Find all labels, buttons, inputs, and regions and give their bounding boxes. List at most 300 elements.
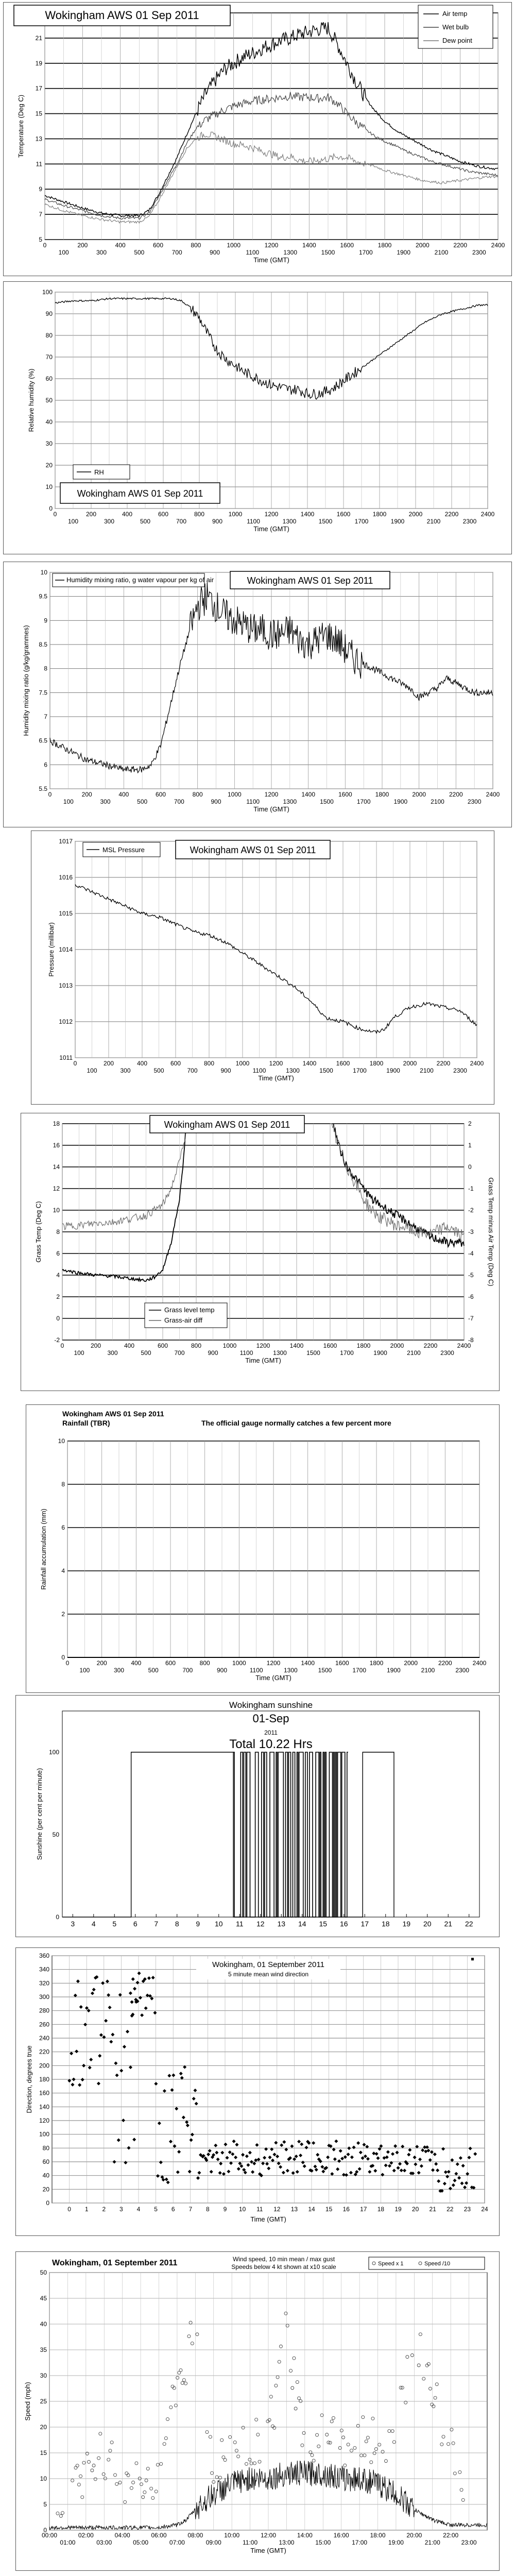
x-tick-label: 400 — [124, 1342, 135, 1349]
y-tick-label: 120 — [39, 2117, 49, 2124]
x-tick-label: 15 — [319, 1920, 328, 1928]
y2-tick-label: -8 — [468, 1336, 474, 1344]
x-tick-label: 600 — [165, 1659, 176, 1667]
x-tick-label: 1500 — [318, 518, 333, 525]
x-tick-label: 1800 — [375, 791, 389, 798]
y-tick-label: 10 — [58, 1437, 65, 1445]
y-tick-label: 50 — [40, 2269, 47, 2276]
x-tick-label: 21:00 — [424, 2539, 440, 2546]
chart-title: Wokingham AWS 01 Sep 2011 — [45, 9, 199, 22]
y-tick-label: 15 — [35, 110, 42, 117]
x-tick-label: 11 — [256, 2206, 263, 2213]
x-tick-label: 1 — [84, 2206, 89, 2213]
x-tick-label: 1900 — [393, 798, 408, 805]
y-tick-label: 300 — [39, 1993, 49, 2001]
x-tick-label: 700 — [174, 1349, 185, 1357]
x-tick-label: 700 — [182, 1667, 193, 1674]
x-tick-label: 1200 — [266, 1659, 281, 1667]
x-tick-label: 12 — [256, 1920, 265, 1928]
x-tick-label: 2400 — [472, 1659, 487, 1667]
y-tick-label: 0 — [49, 505, 53, 512]
y-tick-label: 40 — [42, 2172, 49, 2179]
x-tick-label: 1600 — [323, 1342, 337, 1349]
y2-tick-label: -1 — [468, 1185, 474, 1192]
y-tick-label: 9.5 — [39, 592, 47, 600]
x-tick-label: 12 — [273, 2206, 281, 2213]
x-tick-label: 300 — [120, 1067, 131, 1074]
x-tick-label: 1300 — [283, 798, 297, 805]
x-tick-label: 13 — [277, 1920, 286, 1928]
x-tick-label: 2100 — [421, 1667, 435, 1674]
x-tick-label: 2000 — [415, 242, 430, 249]
y-axis-label: Pressure (millibar) — [47, 922, 55, 977]
x-tick-label: 02:00 — [78, 2532, 94, 2539]
y-tick-label: 50 — [45, 397, 53, 404]
y-tick-label: 5 — [43, 2501, 47, 2508]
x-tick-label: 200 — [90, 1342, 101, 1349]
x-tick-label: 2100 — [407, 1349, 421, 1357]
y-tick-label: 21 — [35, 34, 42, 42]
x-tick-label: 2000 — [390, 1342, 404, 1349]
y-axis-label: Grass Temp (Deg C) — [35, 1201, 42, 1263]
x-tick-label: 1600 — [335, 1659, 349, 1667]
x-tick-label: 1000 — [222, 1342, 237, 1349]
y-tick-label: 7 — [39, 211, 42, 218]
x-tick-label: 12:00 — [260, 2532, 277, 2539]
x-tick-label: 0 — [73, 1060, 77, 1067]
temperature-chart — [4, 3, 511, 276]
x-tick-label: 2200 — [449, 791, 463, 798]
x-tick-label: 200 — [77, 242, 88, 249]
x-axis-label: Time (GMT) — [255, 1674, 291, 1682]
x-tick-label: 600 — [157, 1342, 168, 1349]
x-tick-label: 800 — [191, 242, 201, 249]
x-tick-label: 500 — [140, 518, 151, 525]
y2-tick-label: 1 — [468, 1142, 472, 1149]
y-tick-label: 100 — [48, 1749, 59, 1756]
y-tick-label: 260 — [39, 2021, 49, 2028]
x-tick-label: 23:00 — [461, 2539, 477, 2546]
x-tick-label: 1500 — [320, 798, 334, 805]
y-tick-label: 1016 — [59, 874, 73, 881]
x-tick-label: 300 — [100, 798, 111, 805]
x-tick-label: 2100 — [434, 249, 449, 256]
x-tick-label: 1300 — [283, 1667, 298, 1674]
y-tick-label: 35 — [40, 2346, 47, 2353]
x-axis-label: Time (GMT) — [253, 256, 289, 264]
mixing-ratio-chart-panel — [3, 562, 512, 827]
x-tick-label: 900 — [211, 798, 221, 805]
wind-direction-chart-panel — [15, 1947, 500, 2236]
x-tick-label: 1100 — [252, 1067, 266, 1074]
x-tick-label: 1400 — [289, 1342, 304, 1349]
grass-temp-chart — [21, 1113, 499, 1391]
y-tick-label: 9 — [39, 185, 42, 193]
x-tick-label: 1800 — [369, 1659, 384, 1667]
y-axis-label: Rainfall accumulation (mm) — [40, 1509, 47, 1590]
y-tick-label: 30 — [40, 2372, 47, 2379]
x-tick-label: 2000 — [403, 1060, 417, 1067]
rainfall-chart-panel — [26, 1404, 500, 1693]
x-tick-label: 18 — [381, 1920, 390, 1928]
y-tick-label: 5.5 — [39, 785, 47, 792]
x-tick-label: 1200 — [256, 1342, 270, 1349]
x-tick-label: 20:00 — [406, 2532, 422, 2539]
x-tick-label: 1300 — [273, 1349, 287, 1357]
rainfall-chart — [26, 1405, 499, 1692]
y2-tick-label: 2 — [468, 1120, 472, 1127]
y-axis-label: Direction, degrees true — [25, 2045, 33, 2113]
temperature-chart-panel — [3, 2, 512, 276]
x-tick-label: 1400 — [300, 511, 315, 518]
y-tick-label: 100 — [39, 2130, 49, 2138]
x-tick-label: 600 — [155, 791, 166, 798]
x-tick-label: 00:00 — [41, 2532, 58, 2539]
x-tick-label: 1200 — [264, 511, 279, 518]
x-tick-label: 1700 — [354, 518, 369, 525]
x-tick-label: 500 — [137, 798, 148, 805]
x-tick-label: 400 — [131, 1659, 142, 1667]
x-tick-label: 400 — [115, 242, 126, 249]
legend-label: Wet bulb — [442, 23, 469, 31]
y-tick-label: 1017 — [59, 838, 73, 845]
x-tick-label: 17 — [360, 1920, 369, 1928]
chart-title: Wokingham AWS 01 Sep 2011 — [190, 845, 316, 855]
x-tick-label: 22:00 — [443, 2532, 459, 2539]
x-tick-label: 20 — [423, 1920, 432, 1928]
legend-label: Humidity mixing ratio, g water vapour per kg of air — [66, 576, 214, 584]
x-tick-label: 300 — [104, 518, 115, 525]
x-tick-label: 2400 — [486, 791, 500, 798]
x-tick-label: 1600 — [336, 1060, 350, 1067]
x-tick-label: 200 — [96, 1659, 107, 1667]
x-tick-label: 11 — [235, 1920, 244, 1928]
x-axis-label: Time (GMT) — [253, 525, 289, 533]
x-tick-label: 500 — [134, 249, 145, 256]
x-tick-label: 1900 — [397, 249, 411, 256]
y2-tick-label: 0 — [468, 1163, 472, 1171]
x-tick-label: 1100 — [239, 1349, 253, 1357]
y-tick-label: 2 — [56, 1293, 60, 1300]
y2-tick-label: -4 — [468, 1250, 474, 1257]
x-tick-label: 23 — [464, 2206, 471, 2213]
x-tick-label: 15:00 — [315, 2539, 331, 2546]
x-tick-label: 15 — [325, 2206, 333, 2213]
y-tick-label: 80 — [45, 332, 53, 339]
x-tick-label: 800 — [194, 511, 205, 518]
x-tick-label: 2200 — [444, 511, 459, 518]
y-tick-label: 5 — [39, 236, 42, 243]
x-tick-label: 1100 — [249, 1667, 263, 1674]
y-tick-label: 200 — [39, 2062, 49, 2070]
x-axis-label: Time (GMT) — [250, 2215, 286, 2223]
y-tick-label: 320 — [39, 1979, 49, 1987]
y-tick-label: 40 — [40, 2320, 47, 2328]
x-tick-label: 19 — [394, 2206, 402, 2213]
x-tick-label: 1300 — [283, 249, 298, 256]
chart-title: Wokingham AWS 01 Sep 2011 — [247, 575, 373, 586]
x-tick-label: 1000 — [227, 791, 242, 798]
x-tick-label: 9 — [223, 2206, 227, 2213]
x-tick-label: 11:00 — [243, 2539, 258, 2546]
y-tick-label: 12 — [53, 1185, 60, 1192]
x-tick-label: 700 — [171, 249, 182, 256]
x-tick-label: 100 — [58, 249, 69, 256]
x-tick-label: 700 — [174, 798, 184, 805]
y2-tick-label: -7 — [468, 1315, 474, 1322]
x-tick-label: 14 — [308, 2206, 315, 2213]
y-tick-label: 8 — [56, 1228, 60, 1235]
y-tick-label: 70 — [45, 353, 53, 361]
y-tick-label: 90 — [45, 310, 53, 317]
x-tick-label: 14 — [298, 1920, 306, 1928]
x-tick-label: 2100 — [431, 798, 444, 805]
y-tick-label: 140 — [39, 2103, 49, 2111]
y-tick-label: 180 — [39, 2076, 49, 2083]
y-tick-label: 7.5 — [39, 689, 47, 697]
x-tick-label: 1700 — [358, 249, 373, 256]
y-tick-label: 1015 — [59, 910, 73, 917]
wind-direction-chart — [16, 1948, 499, 2235]
x-tick-label: 21 — [429, 2206, 436, 2213]
x-tick-label: 0 — [60, 1342, 64, 1349]
y-tick-label: 45 — [40, 2295, 47, 2302]
y-tick-label: 11 — [36, 160, 42, 168]
x-tick-label: 8 — [175, 1920, 179, 1928]
x-tick-label: 400 — [118, 791, 129, 798]
y-tick-label: 220 — [39, 2048, 49, 2056]
y-tick-label: 2 — [61, 1611, 65, 1618]
mixing-ratio-chart — [4, 562, 511, 827]
chart-subtitle: Wind speed, 10 min mean / max gust — [232, 2256, 335, 2263]
x-tick-label: 2300 — [472, 249, 486, 256]
y-tick-label: 100 — [42, 289, 53, 296]
x-tick-label: 2400 — [470, 1060, 484, 1067]
x-tick-label: 1900 — [386, 1067, 400, 1074]
x-tick-label: 2300 — [462, 518, 477, 525]
y-tick-label: 0 — [56, 1315, 60, 1322]
y-tick-label: 360 — [39, 1952, 49, 1959]
x-tick-label: 100 — [87, 1067, 97, 1074]
x-tick-label: 700 — [176, 518, 187, 525]
x-tick-label: 3 — [71, 1920, 75, 1928]
x-tick-label: 2300 — [440, 1349, 454, 1357]
x-tick-label: 600 — [158, 511, 169, 518]
x-tick-label: 1000 — [228, 511, 243, 518]
y-tick-label: 7 — [44, 713, 47, 720]
x-tick-label: 800 — [192, 791, 203, 798]
y-tick-label: 10 — [40, 569, 47, 576]
x-tick-label: 1900 — [390, 518, 405, 525]
y2-tick-label: -6 — [468, 1293, 474, 1300]
x-tick-label: 200 — [103, 1060, 114, 1067]
y-tick-label: 60 — [45, 375, 53, 382]
y-tick-label: 6.5 — [39, 737, 47, 744]
x-tick-label: 13 — [290, 2206, 298, 2213]
y-tick-label: 18 — [53, 1120, 60, 1127]
y2-tick-label: -3 — [468, 1228, 474, 1235]
legend-label: Dew point — [442, 37, 472, 44]
x-tick-label: 1100 — [246, 249, 260, 256]
y-tick-label: 13 — [35, 135, 42, 143]
x-tick-label: 18:00 — [370, 2532, 386, 2539]
x-tick-label: 1900 — [386, 1667, 401, 1674]
x-tick-label: 1300 — [282, 518, 297, 525]
x-tick-label: 100 — [74, 1349, 84, 1357]
x-tick-label: 0 — [43, 242, 47, 249]
chart-note: The official gauge normally catches a few percent more — [201, 1419, 391, 1427]
y-tick-label: 1013 — [59, 982, 73, 989]
x-tick-label: 08:00 — [187, 2532, 203, 2539]
y-tick-label: 280 — [39, 2007, 49, 2014]
x-tick-label: 1200 — [264, 791, 279, 798]
x-tick-label: 100 — [67, 518, 79, 525]
chart-title: Wokingham sunshine — [229, 1700, 313, 1710]
x-tick-label: 7 — [188, 2206, 193, 2213]
chart-total: Total 10.22 Hrs — [229, 1737, 313, 1751]
x-tick-label: 1400 — [302, 1060, 317, 1067]
x-tick-label: 1400 — [302, 242, 316, 249]
x-tick-label: 1600 — [336, 511, 351, 518]
y-tick-label: -2 — [54, 1336, 60, 1344]
x-tick-label: 13:00 — [279, 2539, 295, 2546]
x-tick-label: 21 — [444, 1920, 453, 1928]
x-tick-label: 14:00 — [297, 2532, 313, 2539]
y-tick-label: 0 — [46, 2199, 49, 2207]
y-tick-label: 1011 — [59, 1054, 73, 1061]
y-tick-label: 8 — [61, 1481, 65, 1488]
x-tick-label: 4 — [91, 1920, 96, 1928]
x-tick-label: 1700 — [353, 1067, 367, 1074]
x-tick-label: 22 — [447, 2206, 454, 2213]
grass-temp-chart-panel — [21, 1113, 500, 1391]
x-tick-label: 1600 — [338, 791, 352, 798]
chart-subtitle: Rainfall (TBR) — [62, 1419, 110, 1427]
x-tick-label: 0 — [53, 511, 57, 518]
chart-title: Wokingham, 01 September 2011 — [212, 1960, 324, 1969]
x-tick-label: 6 — [133, 1920, 138, 1928]
x-tick-label: 200 — [85, 511, 97, 518]
y-axis-label: Humidity mixing ratio (g/kg/grammes) — [22, 625, 30, 736]
x-tick-label: 1800 — [356, 1342, 371, 1349]
x-tick-label: 16:00 — [333, 2532, 349, 2539]
y-tick-label: 60 — [42, 2158, 49, 2165]
x-tick-label: 1100 — [246, 798, 260, 805]
x-tick-label: 3 — [119, 2206, 123, 2213]
x-tick-label: 8 — [206, 2206, 210, 2213]
x-tick-label: 1000 — [232, 1659, 246, 1667]
y-tick-label: 4 — [56, 1272, 60, 1279]
x-tick-label: 1400 — [301, 1659, 315, 1667]
x-tick-label: 9 — [196, 1920, 200, 1928]
x-tick-label: 06:00 — [151, 2532, 167, 2539]
y2-tick-label: -5 — [468, 1272, 474, 1279]
y-tick-label: 40 — [45, 418, 53, 426]
x-tick-label: 2000 — [404, 1659, 418, 1667]
x-tick-label: 600 — [170, 1060, 181, 1067]
x-tick-label: 1500 — [319, 1067, 333, 1074]
x-tick-label: 100 — [63, 798, 74, 805]
x-tick-label: 1900 — [373, 1349, 387, 1357]
x-tick-label: 800 — [191, 1342, 202, 1349]
y-tick-label: 4 — [61, 1567, 65, 1574]
y-tick-label: 8.5 — [39, 641, 47, 648]
x-tick-label: 200 — [81, 791, 92, 798]
y-tick-label: 14 — [53, 1163, 60, 1171]
x-tick-label: 10 — [238, 2206, 246, 2213]
legend-label: Grass level temp — [164, 1306, 215, 1314]
x-tick-label: 1400 — [301, 791, 316, 798]
x-tick-label: 17 — [360, 2206, 367, 2213]
x-tick-label: 2400 — [457, 1342, 471, 1349]
x-tick-label: 1700 — [352, 1667, 367, 1674]
x-tick-label: 6 — [171, 2206, 175, 2213]
legend-label: Speed x 1 — [378, 2261, 404, 2267]
chart-title: Wokingham AWS 01 Sep 2011 — [77, 488, 203, 499]
y-tick-label: 17 — [35, 84, 42, 92]
x-tick-label: 10:00 — [224, 2532, 240, 2539]
x-tick-label: 300 — [107, 1349, 118, 1357]
y-tick-label: 10 — [45, 483, 53, 490]
x-tick-label: 2400 — [480, 511, 495, 518]
x-tick-label: 800 — [199, 1659, 210, 1667]
x-tick-label: 09:00 — [205, 2539, 221, 2546]
x-tick-label: 600 — [152, 242, 164, 249]
y2-tick-label: -2 — [468, 1207, 474, 1214]
x-tick-label: 2200 — [436, 1060, 451, 1067]
x-tick-label: 0 — [48, 791, 52, 798]
x-axis-label: Time (GMT) — [258, 1074, 294, 1082]
x-tick-label: 4 — [136, 2206, 141, 2213]
x-tick-label: 1100 — [247, 518, 260, 525]
x-tick-label: 1500 — [306, 1349, 320, 1357]
x-tick-label: 700 — [187, 1067, 198, 1074]
x-tick-label: 1300 — [286, 1067, 300, 1074]
y-tick-label: 25 — [40, 2398, 47, 2405]
y-tick-label: 30 — [45, 440, 53, 447]
wind-speed-chart-panel — [15, 2251, 500, 2571]
x-tick-label: 2 — [102, 2206, 106, 2213]
x-tick-label: 7 — [154, 1920, 159, 1928]
y-tick-label: 15 — [40, 2449, 47, 2456]
x-tick-label: 800 — [203, 1060, 215, 1067]
x-tick-label: 2200 — [438, 1659, 452, 1667]
chart-title: Wokingham AWS 01 Sep 2011 — [62, 1410, 164, 1418]
y-tick-label: 10 — [40, 2475, 47, 2482]
x-tick-label: 01:00 — [60, 2539, 76, 2546]
x-tick-label: 5 — [154, 2206, 158, 2213]
humidity-chart-panel — [3, 281, 512, 554]
x-tick-label: 1000 — [227, 242, 241, 249]
x-tick-label: 16 — [339, 1920, 348, 1928]
x-tick-label: 2300 — [453, 1067, 467, 1074]
y-axis-label: Sunshine (per cent per minute) — [36, 1768, 43, 1860]
humidity-chart — [4, 282, 511, 554]
y2-axis-label: Grass Temp minus Air Temp (Deg C) — [487, 1177, 495, 1286]
sunshine-chart — [16, 1696, 499, 1937]
y-tick-label: 20 — [40, 2424, 47, 2431]
chart-year: 2011 — [264, 1729, 278, 1736]
x-tick-label: 1700 — [340, 1349, 354, 1357]
y-tick-label: 6 — [56, 1250, 60, 1257]
legend-label: Grass-air diff — [164, 1316, 203, 1324]
x-tick-label: 07:00 — [169, 2539, 185, 2546]
x-tick-label: 2000 — [412, 791, 426, 798]
sunshine-chart-panel — [15, 1695, 500, 1937]
x-tick-label: 500 — [148, 1667, 159, 1674]
x-tick-label: 2200 — [423, 1342, 438, 1349]
y-tick-label: 16 — [53, 1142, 60, 1149]
